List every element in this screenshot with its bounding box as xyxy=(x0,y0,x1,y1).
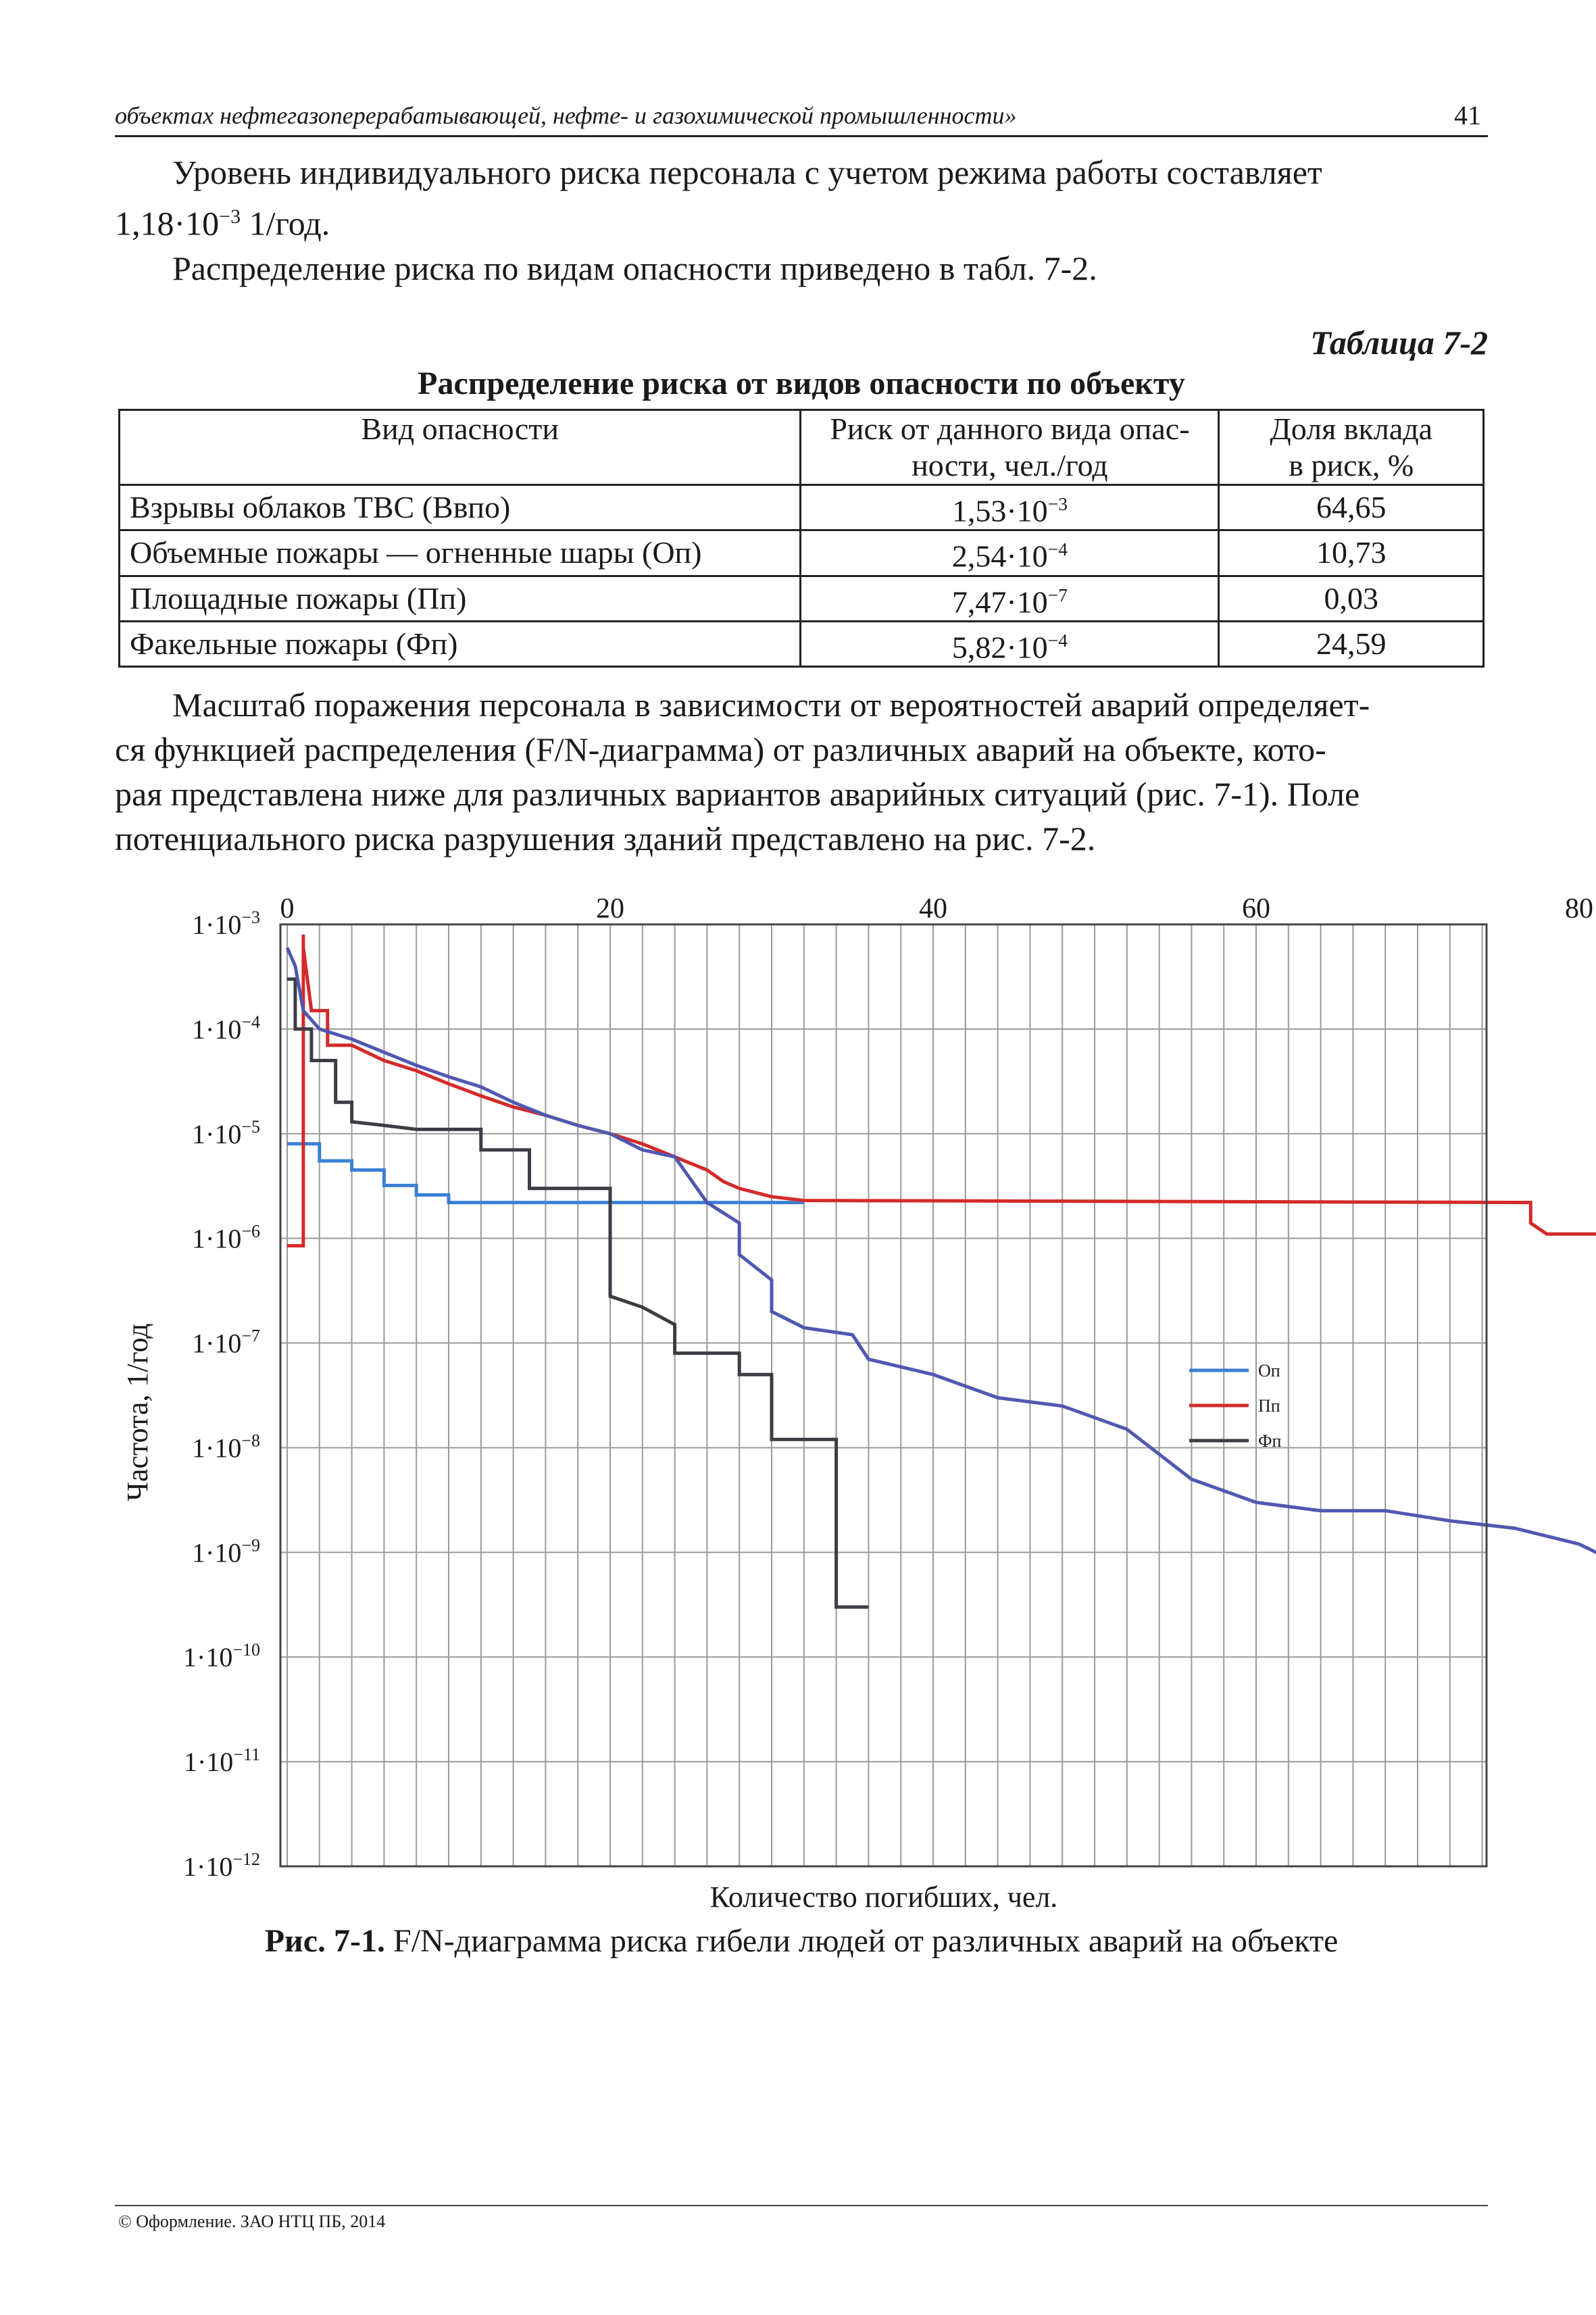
x-tick-label: 80 xyxy=(1565,893,1593,924)
table-label: Таблица 7-2 xyxy=(1310,324,1488,362)
hazard-name: Площадные пожары (Пп) xyxy=(120,576,801,621)
risk-value: $1,53\cdot 10^{-3}$ xyxy=(801,485,1219,530)
y-tick-label: $1\cdot 10^{-10}$ xyxy=(183,1640,260,1673)
y-tick-label: $1\cdot 10^{-9}$ xyxy=(192,1535,260,1568)
y-tick-label: $1\cdot 10^{-6}$ xyxy=(192,1221,260,1254)
risk-value-unit: 1/год. xyxy=(241,204,330,243)
share-value: 64,65 xyxy=(1219,485,1484,530)
chart-grid xyxy=(280,924,1487,1866)
share-value: 0,03 xyxy=(1219,576,1484,621)
x-tick-label: 0 xyxy=(280,893,295,924)
paragraph-line: Распределение риска по видам опасности приведено в табл. 7-2. xyxy=(172,249,1097,287)
paragraph-line: Масштаб поражения персонала в зависимости от вероятностей аварий определяет- xyxy=(172,686,1370,724)
chart-legend xyxy=(1189,1361,1282,1451)
legend-label: Фп xyxy=(1258,1431,1282,1451)
y-tick-label: $1\cdot 10^{-7}$ xyxy=(192,1326,260,1359)
y-tick-label: $1\cdot 10^{-12}$ xyxy=(183,1849,260,1882)
chart-series xyxy=(287,935,1596,1858)
hazard-name: Факельные пожары (Фп) xyxy=(120,621,801,666)
x-axis-label: Количество погибших, чел. xyxy=(709,1881,1058,1914)
footer-copyright: © Оформление. ЗАО НТЦ ПБ, 2014 xyxy=(118,2212,386,2231)
risk-value-exponent: −3 xyxy=(219,205,241,228)
series-line-unlabeled xyxy=(287,947,1596,1858)
running-head: объектах нефтегазоперерабатывающей, нефте- и газохимической промышленности» xyxy=(115,102,1017,129)
legend-label: Пп xyxy=(1258,1396,1280,1416)
share-value: 10,73 xyxy=(1219,530,1484,576)
paragraph-line: потенциального риска разрушения зданий представлено на рис. 7-2. xyxy=(115,820,1096,857)
legend-label: Оп xyxy=(1258,1361,1280,1380)
figure-caption xyxy=(115,1922,1488,1960)
page-number: 41 xyxy=(1454,100,1481,130)
risk-value: $7,47\cdot 10^{-7}$ xyxy=(801,576,1219,621)
paragraph-line: рая представлена ниже для различных вариантов аварийных ситуаций (рис. 7-1). Поле xyxy=(115,775,1360,813)
y-axis-label: Частота, 1/год xyxy=(121,1323,154,1501)
header-share-line: в риск, % xyxy=(1289,448,1414,482)
x-tick-label: 20 xyxy=(596,893,624,924)
y-tick-label: $1\cdot 10^{-8}$ xyxy=(192,1430,260,1464)
y-tick-label: $1\cdot 10^{-3}$ xyxy=(192,907,260,940)
header-share-line: Доля вклада xyxy=(1270,412,1433,446)
risk-value-base: 1,18·10 xyxy=(115,204,220,243)
series-line-Пп xyxy=(287,935,1596,1607)
risk-value: $5,82\cdot 10^{-4}$ xyxy=(801,621,1219,666)
header-risk-line: Риск от данного вида опас- xyxy=(830,412,1190,446)
hazard-name: Объемные пожары — огненные шары (Оп) xyxy=(120,530,801,576)
share-value: 24,59 xyxy=(1219,621,1484,666)
header-risk-line: ности, чел./год xyxy=(912,448,1108,482)
caption-text: F/N-диаграмма риска гибели людей от различных аварий на объекте xyxy=(385,1923,1339,1959)
risk-value: $2,54\cdot 10^{-4}$ xyxy=(801,530,1219,576)
paragraph-line: Уровень индивидуального риска персонала с учетом режима работы составляет xyxy=(172,153,1322,191)
hazard-name: Взрывы облаков ТВС (Ввпо) xyxy=(120,485,801,530)
y-tick-label: $1\cdot 10^{-5}$ xyxy=(192,1116,260,1149)
y-tick-label: $1\cdot 10^{-4}$ xyxy=(192,1012,260,1045)
footer-rule xyxy=(115,2205,1488,2206)
y-tick-label: $1\cdot 10^{-11}$ xyxy=(183,1745,260,1778)
paragraph-line: ся функцией распределения (F/N-диаграмма) от различных аварий на объекте, кото- xyxy=(115,730,1326,768)
plot-frame xyxy=(280,924,1487,1866)
caption-label: Рис. 7-1. xyxy=(264,1923,385,1959)
table-title: Распределение риска от видов опасности по объекту xyxy=(418,366,1185,401)
header-hazard-type: Вид опасности xyxy=(120,410,801,485)
x-tick-label: 60 xyxy=(1242,893,1270,924)
x-tick-label: 40 xyxy=(919,893,947,924)
